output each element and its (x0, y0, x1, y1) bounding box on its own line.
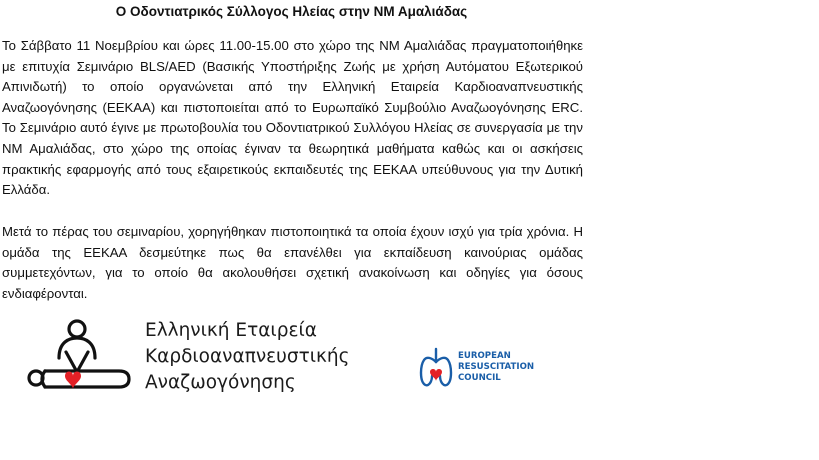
paragraph-seminar: Το Σάββατο 11 Νοεμβρίου και ώρες 11.00-15.00 στο χώρο της ΝΜ Αμαλιάδας πραγματοποιήθηκε με επιτυχία Σεμινάριο BLS/AED (Βασικής Υποστήριξης Ζωής με χρήση Αυτόματου Εξωτερικού Απινιδωτή) το οποίο οργανώνεται από την Ελληνική Εταιρεία Καρδιοαναπνευστικής Αναζωογόνησης (ΕΕΚΑΑ) και πιστοποιείται από το Ευρωπαϊκό Συμβούλιο Αναζωογόνησης ERC. Το Σεμινάριο αυτό έγινε με πρωτοβουλία του Οδοντιατρικού Συλλόγου Ηλείας σε συνεργασία με την ΝΜ Αμαλιάδας, στο χώρο της οποίας έγιναν τα θεωρητικά μαθήματα καθώς και οι ασκήσεις πρακτικής εφαρμογής από τους εξαιρετικούς εκπαιδευτές της ΕΕΚΑΑ υπεύθυνους για την Δυτική Ελλάδα. (2, 38, 583, 198)
cpr-heart-icon (25, 318, 133, 400)
hsca-line-2: Καρδιοαναπνευστικής (145, 346, 350, 367)
hsca-logo-text (145, 318, 349, 396)
erc-line-2: RESUSCITATION (458, 362, 535, 372)
paragraph-certificates: Μετά το πέρας του σεμιναρίου, χορηγήθηκαν πιστοποιητικά τα οποία έχουν ισχύ για τρία χρόνια. Η ομάδα της ΕΕΚΑΑ δεσμεύτηκε πως θα επανέλθει για εκπαίδευση καινούριας ομάδας συμμετεχόντων, για το οποίο θα ακολουθήσει σχετική ανακοίνωση και οδηγίες για όσους ενδιαφέρονται. (2, 224, 583, 301)
page-title: Ο Οδοντιατρικός Σύλλογος Ηλείας στην ΝΜ Αμαλιάδας (115, 4, 468, 19)
erc-logo (418, 346, 558, 390)
erc-logo-text (458, 351, 534, 384)
hsca-line-3: Αναζωογόνησης (145, 372, 296, 393)
erc-line-3: COUNCIL (458, 373, 501, 383)
erc-line-1: EUROPEAN (458, 351, 511, 361)
lungs-heart-icon (418, 346, 454, 390)
hsca-line-1: Ελληνική Εταιρεία (145, 320, 317, 341)
